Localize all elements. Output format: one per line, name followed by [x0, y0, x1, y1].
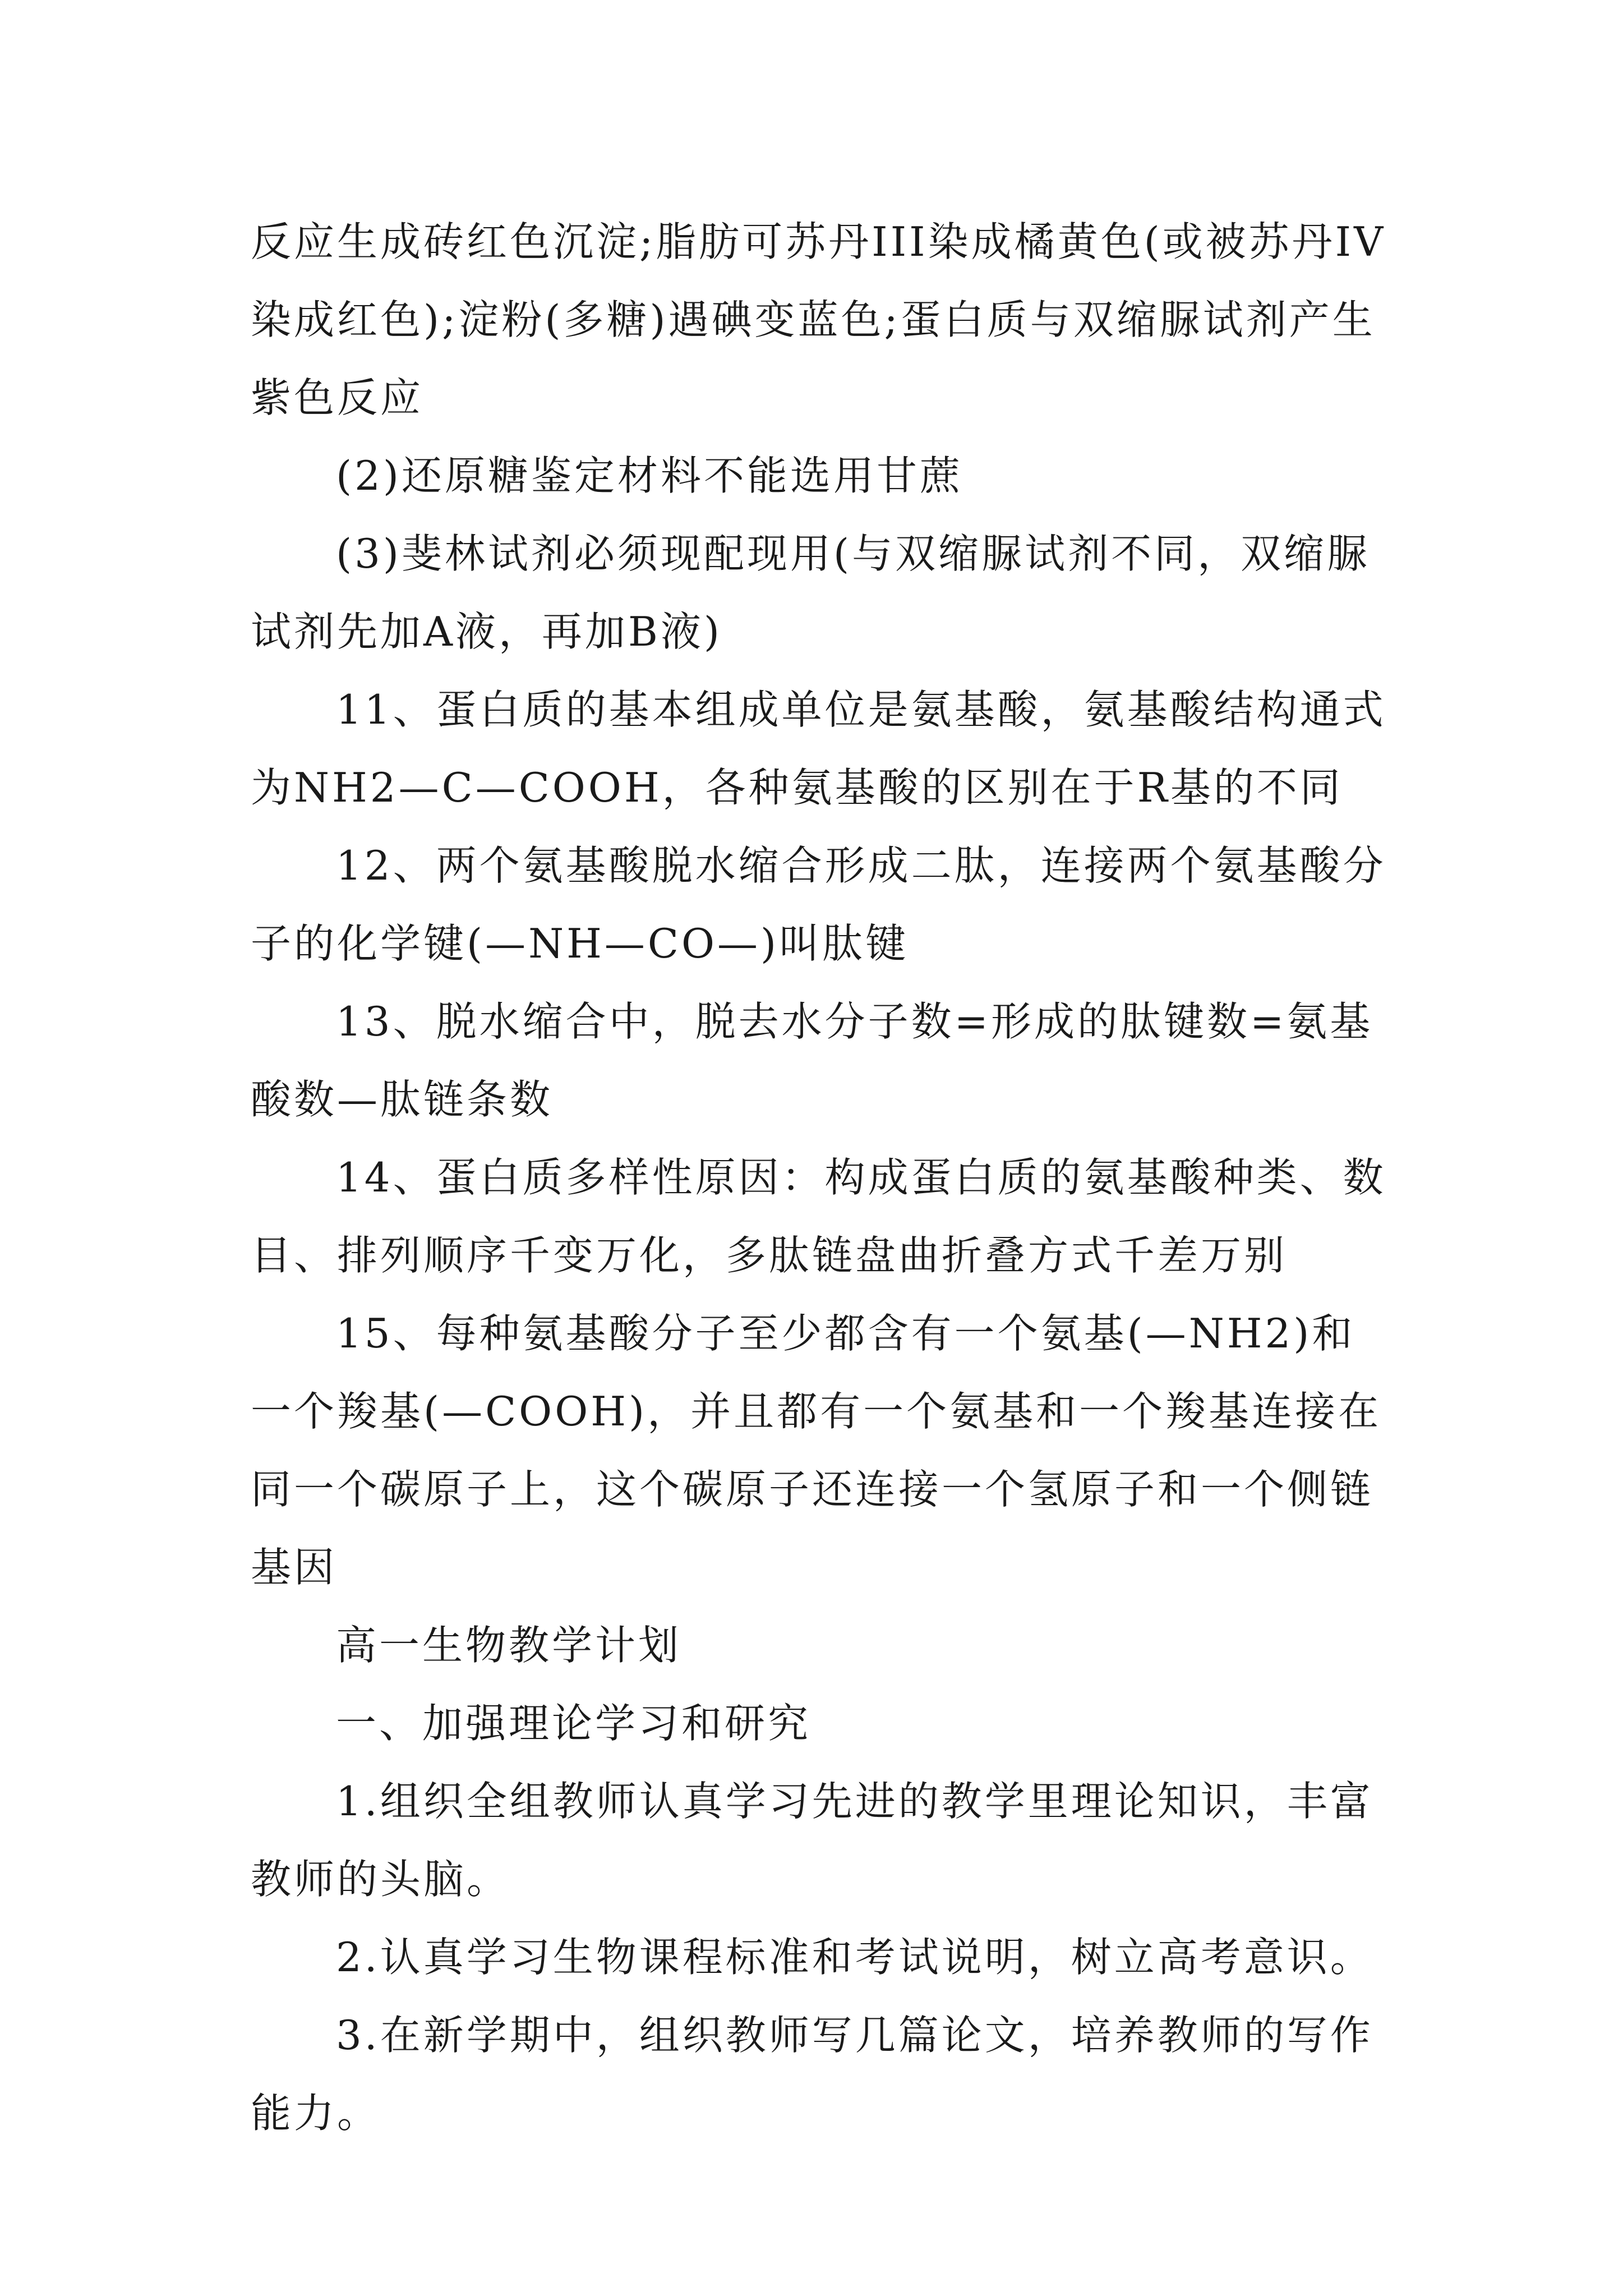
paragraph-reaction-colors: 反应生成砖红色沉淀;脂肪可苏丹III染成橘黄色(或被苏丹IV染成红色);淀粉(多糖)遇碘变蓝色;蛋白质与双缩脲试剂产生紫色反应	[251, 218, 1386, 421]
section-subheading-1: 一、加强理论学习和研究	[336, 1700, 811, 1747]
plan-item-3: 3.在新学期中，组织教师写几篇论文，培养教师的写作能力。	[251, 2012, 1373, 2137]
section-heading-plan: 高一生物教学计划	[336, 1622, 682, 1669]
paragraph-item-13: 13、脱水缩合中，脱去水分子数=形成的肽键数=氨基酸数—肽链条数	[251, 998, 1373, 1123]
document-body	[251, 203, 1389, 2152]
paragraph-note-2: (2)还原糖鉴定材料不能选用甘蔗	[336, 452, 963, 499]
paragraph-item-14: 14、蛋白质多样性原因：构成蛋白质的氨基酸种类、数目、排列顺序千变万化，多肽链盘曲折叠方式千差万别	[251, 1154, 1386, 1279]
paragraph-item-15: 15、每种氨基酸分子至少都含有一个氨基(—NH2)和一个羧基(—COOH)，并且都有一个氨基和一个羧基连接在同一个碳原子上，这个碳原子还连接一个氢原子和一个侧链基因	[251, 1310, 1382, 1591]
plan-item-1: 1.组织全组教师认真学习先进的教学里理论知识，丰富教师的头脑。	[251, 1778, 1373, 1903]
paragraph-note-3: (3)斐林试剂必须现配现用(与双缩脲试剂不同，双缩脲试剂先加A液，再加B液)	[251, 530, 1371, 655]
plan-item-2: 2.认真学习生物课程标准和考试说明，树立高考意识。	[336, 1934, 1373, 1981]
paragraph-item-12: 12、两个氨基酸脱水缩合形成二肽，连接两个氨基酸分子的化学键(—NH—CO—)叫肽键	[251, 842, 1386, 967]
paragraph-item-11: 11、蛋白质的基本组成单位是氨基酸，氨基酸结构通式为NH2—C—COOH，各种氨基酸的区别在于R基的不同	[251, 686, 1386, 811]
